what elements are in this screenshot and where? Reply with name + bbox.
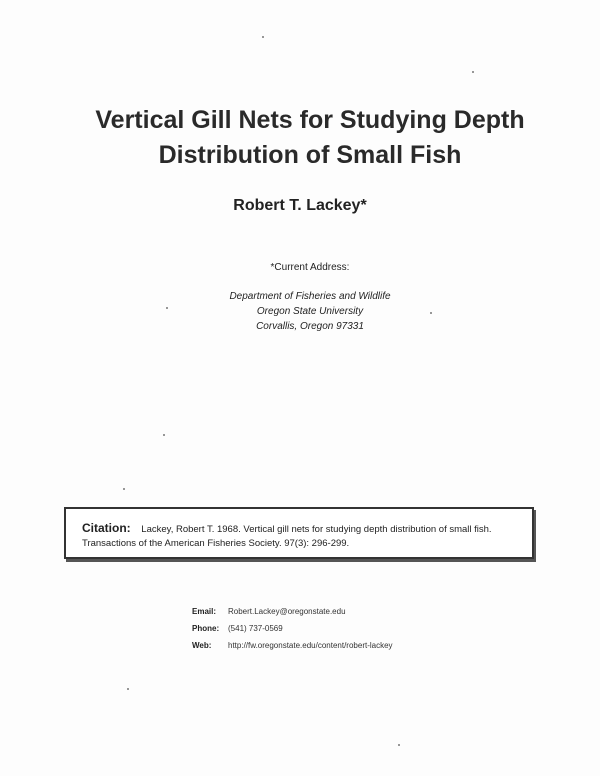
scan-speck <box>430 312 432 314</box>
address-city: Corvallis, Oregon 97331 <box>256 321 364 332</box>
title-line-1: Vertical Gill Nets for Studying Depth <box>95 106 525 134</box>
author-name: Robert T. Lackey* <box>233 197 367 214</box>
contact-web-row <box>192 637 393 654</box>
scan-speck <box>163 434 165 436</box>
contact-email-row <box>192 603 393 620</box>
document-title <box>40 103 580 173</box>
address-label: *Current Address: <box>270 262 350 273</box>
citation-label: Citation: <box>82 521 131 535</box>
address-department: Department of Fisheries and Wildlife <box>229 291 391 302</box>
phone-label: Phone: <box>192 624 220 633</box>
scan-speck <box>166 307 168 309</box>
title-line-2: Distribution of Small Fish <box>158 141 462 169</box>
current-address <box>160 262 460 334</box>
citation <box>82 521 522 551</box>
phone-value: (541) 737-0569 <box>228 624 283 633</box>
contact-info <box>192 603 393 654</box>
email-label: Email: <box>192 607 217 616</box>
web-value[interactable]: http://fw.oregonstate.edu/content/robert-lackey <box>228 641 393 650</box>
citation-text: Lackey, Robert T. 1968. Vertical gill nets for studying depth distribution of small fish. Transactions of the American Fisheries Society. 97(3): 296-299. <box>82 524 492 549</box>
scan-speck <box>127 688 129 690</box>
address-university: Oregon State University <box>256 306 364 317</box>
contact-phone-row <box>192 620 393 637</box>
scan-speck <box>472 71 474 73</box>
scan-speck <box>123 488 125 490</box>
citation-box <box>64 507 534 559</box>
scan-speck <box>398 744 400 746</box>
web-label: Web: <box>192 641 212 650</box>
email-value[interactable]: Robert.Lackey@oregonstate.edu <box>228 607 346 616</box>
scan-speck <box>262 36 264 38</box>
